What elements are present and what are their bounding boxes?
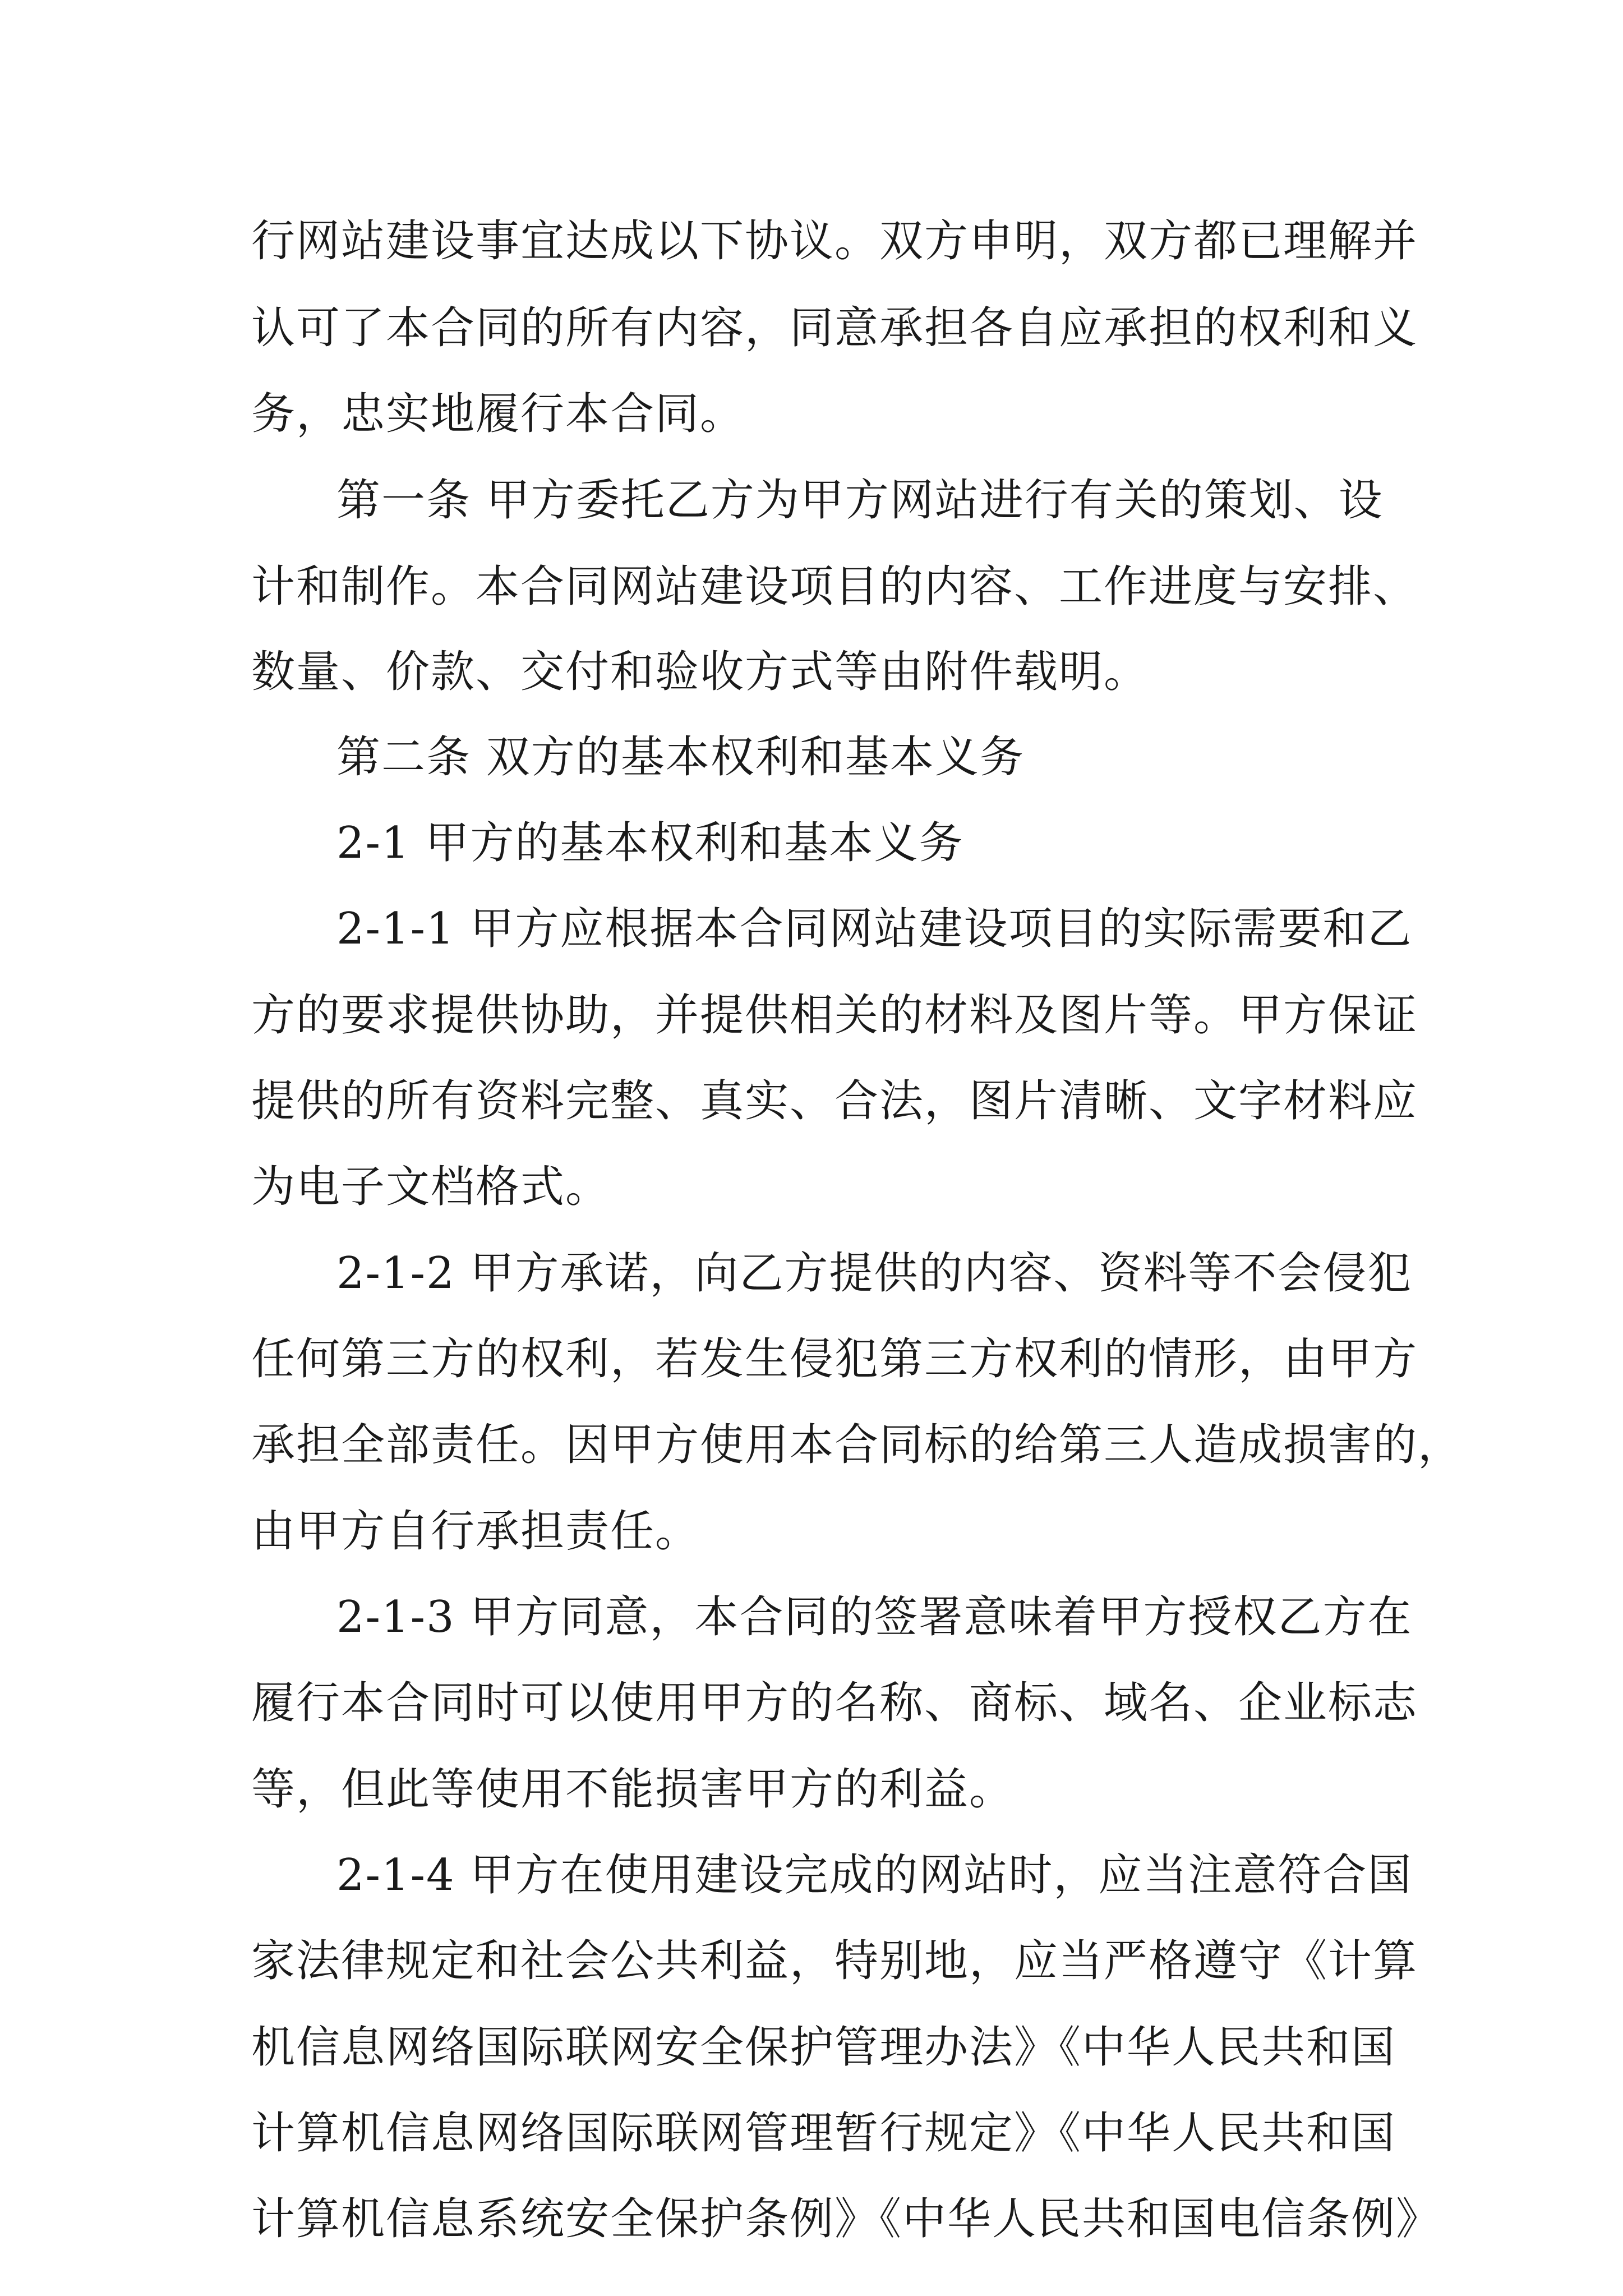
text-line: 家法律规定和社会公共利益，特别地，应当严格遵守《计算 (251, 1936, 1418, 1986)
text-line: 认可了本合同的所有内容，同意承担各自应承担的权利和义 (251, 303, 1418, 353)
text-line: 第二条 双方的基本权利和基本义务 (336, 732, 1025, 783)
text-line: 2-1-1 甲方应根据本合同网站建设项目的实际需要和乙 (336, 904, 1413, 954)
text-line: 2-1-4 甲方在使用建设完成的网站时，应当注意符合国 (336, 1850, 1413, 1901)
text-line: 履行本合同时可以使用甲方的名称、商标、域名、企业标志 (251, 1678, 1418, 1728)
text-line: 为电子文档格式。 (251, 1162, 611, 1212)
text-line: 务，忠实地履行本合同。 (251, 389, 745, 439)
text-line: 任何第三方的权利，若发生侵犯第三方权利的情形，由甲方 (251, 1334, 1418, 1384)
text-line: 提供的所有资料完整、真实、合法，图片清晰、文字材料应 (251, 1076, 1418, 1126)
text-line: 2-1 甲方的基本权利和基本义务 (336, 818, 964, 868)
text-line: 等，但此等使用不能损害甲方的利益。 (251, 1764, 1015, 1815)
text-line: 机信息网络国际联网安全保护管理办法》《中华人民共和国 (251, 2022, 1396, 2073)
text-line: 2-1-3 甲方同意，本合同的签署意味着甲方授权乙方在 (336, 1592, 1413, 1642)
text-line: 承担全部责任。因甲方使用本合同标的给第三人造成损害的， (251, 1420, 1463, 1470)
text-line: 由甲方自行承担责任。 (251, 1506, 700, 1557)
text-line: 计算机信息网络国际联网管理暂行规定》《中华人民共和国 (251, 2108, 1396, 2159)
text-line: 计算机信息系统安全保护条例》《中华人民共和国电信条例》 (251, 2194, 1441, 2244)
text-line: 数量、价款、交付和验收方式等由附件载明。 (251, 647, 1149, 697)
text-line: 计和制作。本合同网站建设项目的内容、工作进度与安排、 (251, 562, 1418, 612)
text-line: 行网站建设事宜达成以下协议。双方申明，双方都已理解并 (251, 216, 1418, 266)
text-line: 方的要求提供协助，并提供相关的材料及图片等。甲方保证 (251, 990, 1418, 1041)
text-line: 第一条 甲方委托乙方为甲方网站进行有关的策划、设 (336, 475, 1384, 526)
text-line: 2-1-2 甲方承诺，向乙方提供的内容、资料等不会侵犯 (336, 1248, 1413, 1299)
